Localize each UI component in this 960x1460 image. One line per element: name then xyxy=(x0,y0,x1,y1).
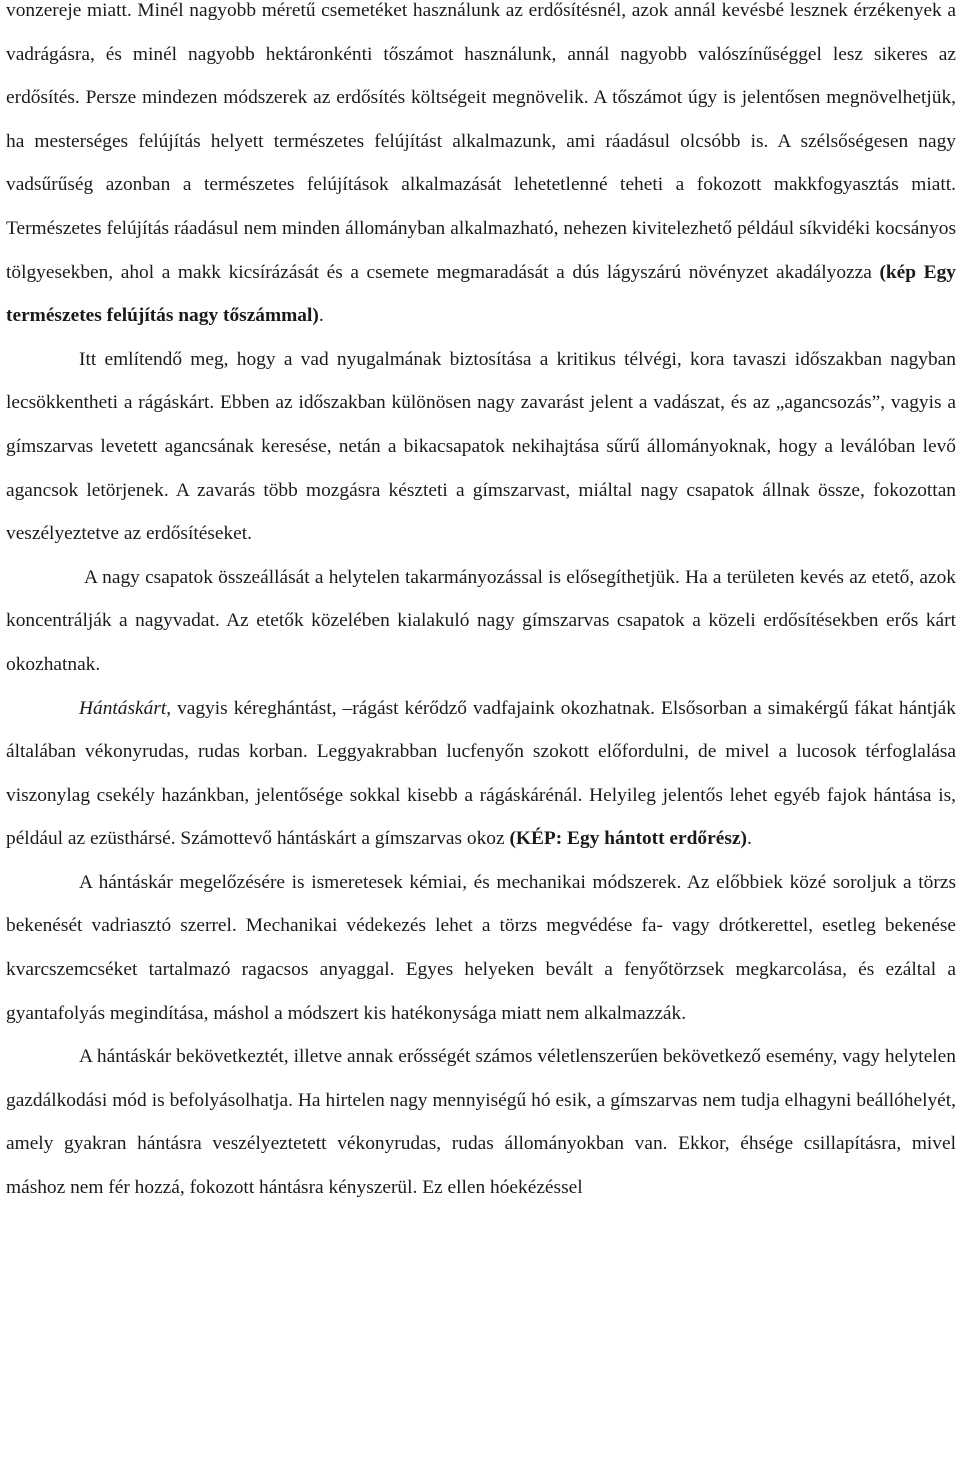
p4-text-1: , vagyis kéreghántást, –rágást kérődző vadfajaink okozhatnak. Elsősorban a simakérgű fákat hántják általában vékonyrudas, rudas korban. Leggyakrabban lucfenyőn szokott előfordulni, de mivel a lucosok térfoglalása viszonylag csekély hazánkban, jelentősége sokkal kisebb a rágáskárénál. Helyileg jelentős lehet egyéb fajok hántása is, például az ezüsthársé. Számottevő hántáskárt a gímszarvas okoz xyxy=(6,697,956,850)
p2-text: Itt említendő meg, hogy a vad nyugalmának biztosítása a kritikus télvégi, kora tavaszi időszakban nagyban lecsökkentheti a rágáskárt. Ebben az időszakban különösen nagy zavarást jelent a vadászat, és az „agancsozás”, vagyis a gímszarvas levetett agancsának keresése, netán a bikacsapatok nekihajtása sűrű állományoknak, hogy a leválóban levő agancsok letörjenek. A zavarás több mozgásra készteti a gímszarvast, miáltal nagy csapatok állnak össze, fokozottan veszélyeztetve az erdősítéseket. xyxy=(6,348,956,545)
paragraph-6 xyxy=(6,1035,956,1209)
paragraph-5 xyxy=(6,861,956,1035)
paragraph-2 xyxy=(6,338,956,556)
document-page xyxy=(6,0,956,1210)
p4-text-2: . xyxy=(746,828,752,850)
p3-text: A nagy csapatok összeállását a helytelen takarmányozással is elősegíthetjük. Ha a területen kevés az etető, azok koncentrálják a nagyvadat. Az etetők közelében kialakuló nagy gímszarvas csapatok a közeli erdősítésekben erős kárt okozhatnak. xyxy=(6,566,956,675)
p4-term-hantaskar: Hántáskárt xyxy=(79,697,167,719)
paragraph-1 xyxy=(6,0,956,338)
p1-text-1: vonzereje miatt. Minél nagyobb méretű csemetéket használunk az erdősítésnél, azok annál kevésbé lesznek érzékenyek a vadrágásra, és minél nagyobb hektáronkénti tőszámot használunk, annál nagyobb valószínűséggel lesz sikeres az erdősítés. Persze mindezen módszerek az erdősítés költségeit megnövelik. A tőszámot úgy is jelentősen megnövelhetjük, ha mesterséges felújítás helyett természetes felújítást alkalmazunk, ami ráadásul olcsóbb is. A szélsőségesen nagy vadsűrűség azonban a természetes felújítások alkalmazását lehetetlenné teheti a fokozott makkfogyasztás miatt. Természetes felújítás ráadásul nem minden állományban alkalmazható, nehezen kivitelezhető például síkvidéki kocsányos tölgyesekben, ahol a makk kicsírázását és a csemete megmaradását a dús lágyszárú növényzet akadályozza xyxy=(6,0,956,283)
p6-text: A hántáskár bekövetkeztét, illetve annak erősségét számos véletlenszerűen bekövetkező esemény, vagy helytelen gazdálkodási mód is befolyásolhatja. Ha hirtelen nagy mennyiségű hó esik, a gímszarvas nem tudja elhagyni beállóhelyét, amely gyakran hántásra veszélyeztetett vékonyrudas, rudas állományokban van. Ekkor, éhsége csillapításra, mivel máshoz nem fér hozzá, fokozott hántásra kényszerül. Ez ellen hóekézéssel xyxy=(6,1046,956,1199)
p1-text-2: . xyxy=(318,305,324,327)
p4-image-reference: (KÉP: Egy hántott erdőrész) xyxy=(509,828,747,850)
paragraph-4 xyxy=(6,687,956,861)
paragraph-3 xyxy=(6,556,956,687)
p5-text: A hántáskár megelőzésére is ismeretesek kémiai, és mechanikai módszerek. Az előbbiek közé soroljuk a törzs bekenését vadriasztó szerrel. Mechanikai védekezés lehet a törzs megvédése fa- vagy drótkerettel, esetleg bekenése kvarcszemcséket tartalmazó ragacsos anyaggal. Egyes helyeken bevált a fenyőtörzsek megkarcolása, és ezáltal a gyantafolyás megindítása, máshol a módszert kis hatékonysága miatt nem alkalmazzák. xyxy=(6,871,956,1024)
p1-image-reference: (kép Egy természetes felújítás nagy tőszámmal) xyxy=(6,261,956,327)
